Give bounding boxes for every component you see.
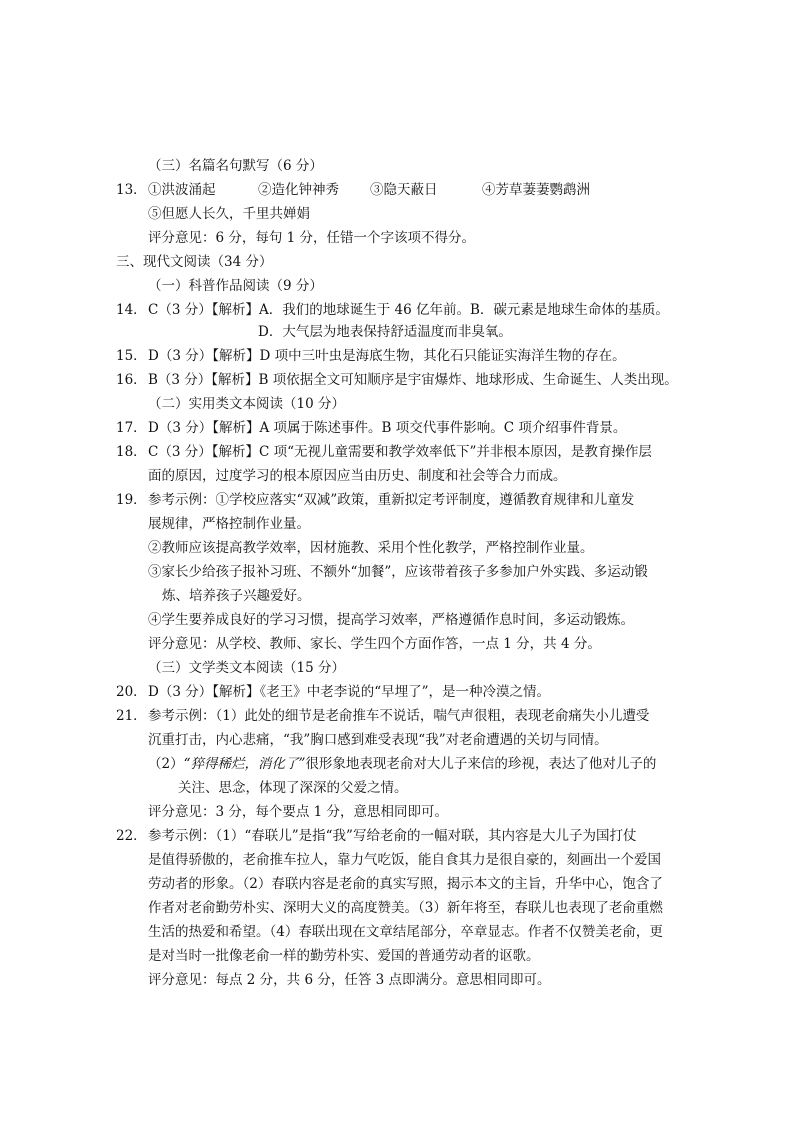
q22-answer-line-2: 是值得骄傲的，老俞推车拉人，靠力气吃饭，能自食其力是很自豪的，刻画出一个爱国 (148, 852, 661, 868)
q19-answer-line-5: 炼、培养孩子兴趣爱好。 (162, 588, 311, 604)
section-title-literary-reading: （三）文学类文本阅读（15 分） (148, 660, 345, 676)
question-number-14: 14． (116, 302, 147, 318)
question-number-19: 19． (116, 492, 147, 508)
q19-answer-line-6: ④学生要养成良好的学习习惯，提高学习效率，严格遵循作息时间，多运动锻炼。 (148, 612, 634, 628)
question-number-20: 20． (116, 684, 147, 700)
part-title-modern-reading: 三、现代文阅读（34 分） (116, 254, 273, 270)
q21-line-3-prefix: （2） (148, 756, 184, 772)
question-number-13: 13． (116, 182, 147, 198)
q18-answer-line-2: 面的原因，过度学习的根本原因应当由历史、制度和社会等合力而成。 (148, 468, 567, 484)
q13-item-5: ⑤但愿人长久，千里共婵娟 (148, 206, 310, 222)
q21-quoted-phrase: “猝得稀烂，消化了” (183, 756, 306, 772)
q13-item-2: ②造化钟神秀 (258, 182, 339, 198)
q21-line-3-rest: 很形象地表现老俞对大儿子来信的珍视，表达了他对儿子的 (305, 756, 657, 772)
q22-answer-line-3: 劳动者的形象。（2）春联内容是老俞的真实写照，揭示本文的主旨，升华中心，饱含了 (148, 876, 663, 892)
q21-answer-line-2: 沉重打击，内心悲痛，“我”胸口感到难受表现“我”对老俞遭遇的关切与同情。 (148, 732, 608, 748)
q21-answer-line-3 (148, 754, 656, 774)
q22-score-note: 评分意见：每点 2 分，共 6 分，任答 3 点即满分。意思相同即可。 (148, 972, 551, 988)
question-number-16: 16． (116, 372, 147, 388)
q18-answer-line-1: C（3 分）【解析】C 项“无视儿童需要和教学效率低下”并非根本原因，是教育操作层 (148, 444, 652, 460)
q13-item-3: ③隐天蔽日 (370, 182, 438, 198)
q19-answer-line-4: ③家长少给孩子报补习班、不额外“加餐”，应该带着孩子多参加户外实践、多运动锻 (148, 564, 648, 580)
q14-answer-line-1: C（3 分）【解析】A．我们的地球诞生于 46 亿年前。B．碳元素是地球生命体的基质。 (148, 302, 669, 318)
q20-answer-line-1: D（3 分）【解析】《老王》中老李说的“早埋了”，是一种冷漠之情。 (148, 684, 551, 700)
q22-answer-line-1: 参考示例：（1）“春联儿”是指“我”写给老俞的一幅对联，其内容是大儿子为国打仗 (148, 828, 637, 844)
q14-answer-line-2: D．大气层为地表保持舒适温度而非臭氧。 (258, 324, 512, 340)
q19-answer-line-1: 参考示例：①学校应落实“双减”政策，重新拟定考评制度，遵循教育规律和儿童发 (148, 492, 635, 508)
q19-answer-line-3: ②教师应该提高教学效率，因材施教、采用个性化教学，严格控制作业量。 (148, 540, 594, 556)
q15-answer-line-1: D（3 分）【解析】D 项中三叶虫是海底生物，其化石只能证实海洋生物的存在。 (148, 348, 626, 364)
q21-answer-line-1: 参考示例：（1）此处的细节是老俞推车不说话，喘气声很粗，表现老俞痛失小儿遭受 (148, 708, 650, 724)
q22-answer-line-6: 是对当时一批像老俞一样的勤劳朴实、爱国的普通劳动者的讴歌。 (148, 948, 540, 964)
q19-answer-line-2: 展规律，严格控制作业量。 (148, 516, 310, 532)
question-number-17: 17． (116, 420, 147, 436)
q13-item-1: ①洪波涌起 (148, 182, 216, 198)
q19-score-note: 评分意见：从学校、教师、家长、学生四个方面作答，一点 1 分，共 4 分。 (148, 636, 601, 652)
q21-answer-line-4: 关注、思念，体现了深深的父爱之情。 (178, 780, 408, 796)
question-number-21: 21． (116, 708, 147, 724)
q22-answer-line-4: 作者对老俞勤劳朴实、深明大义的高度赞美。（3）新年将至，春联儿也表现了老俞重燃 (148, 900, 663, 916)
q16-answer-line-1: B（3 分）【解析】B 项依据全文可知顺序是宇宙爆炸、地球形成、生命诞生、人类出现。 (148, 372, 678, 388)
q22-answer-line-5: 生活的热爱和希望。（4）春联出现在文章结尾部分，卒章显志。作者不仅赞美老俞，更 (148, 924, 663, 940)
question-number-15: 15． (116, 348, 147, 364)
q21-score-note: 评分意见：3 分，每个要点 1 分，意思相同即可。 (148, 804, 449, 820)
section-title-famous-lines: （三）名篇名句默写（6 分） (148, 158, 323, 174)
q17-answer-line-1: D（3 分）【解析】A 项属于陈述事件。B 项交代事件影响。C 项介绍事件背景。 (148, 420, 627, 436)
question-number-18: 18． (116, 444, 147, 460)
question-number-22: 22． (116, 828, 147, 844)
section-title-science-reading: （一）科普作品阅读（9 分） (148, 278, 323, 294)
q13-item-4: ④芳草萋萋鹦鹉洲 (482, 182, 590, 198)
section-title-practical-reading: （二）实用类文本阅读（10 分） (148, 396, 345, 412)
q13-score-note: 评分意见：6 分，每句 1 分，任错一个字该项不得分。 (148, 230, 476, 246)
